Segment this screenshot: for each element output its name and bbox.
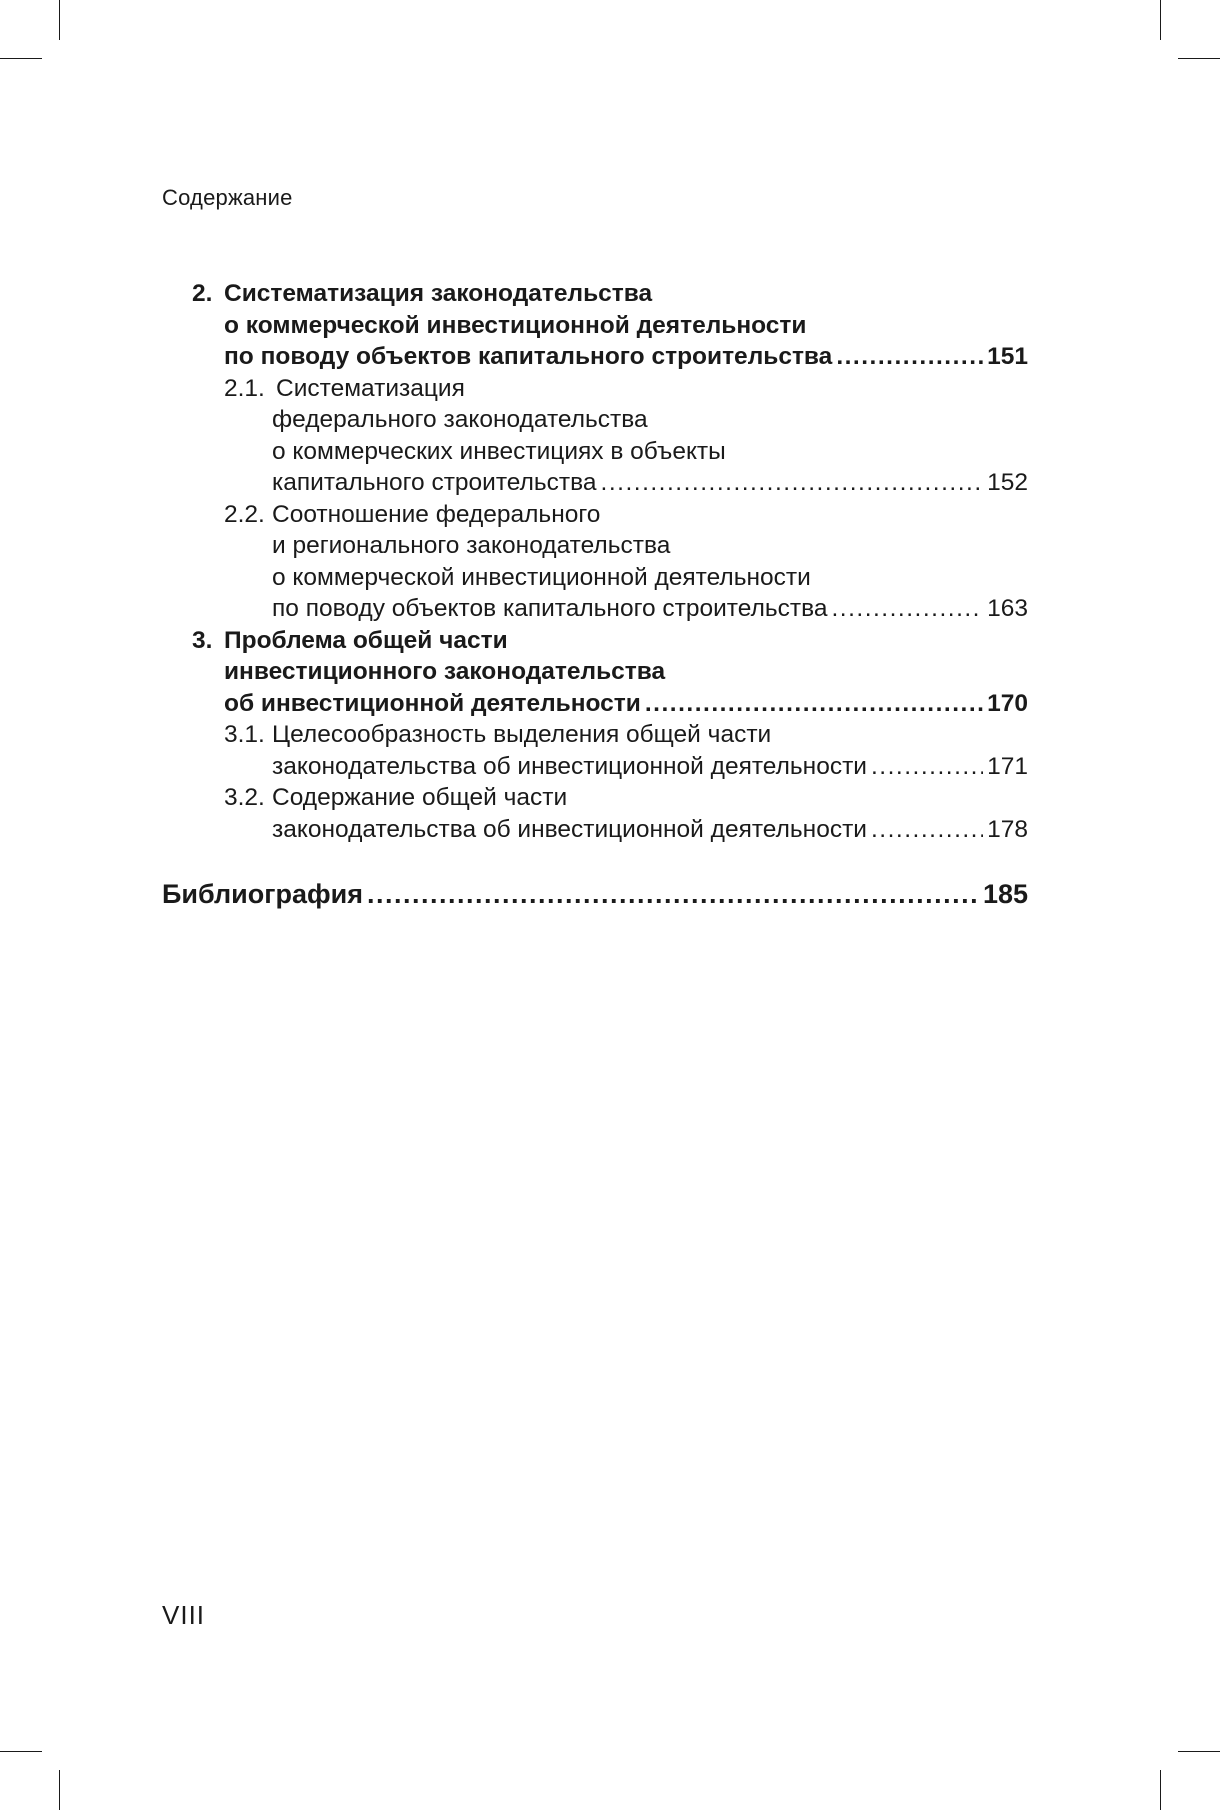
toc-page-number: 152: [987, 469, 1028, 496]
toc-entry-2-1-line-4[interactable]: [162, 467, 1028, 499]
toc-entry-title: о коммерческой инвестиционной деятельности: [224, 311, 807, 339]
toc-entry-3-1-line-1[interactable]: [162, 719, 1028, 751]
dot-leader: [871, 814, 983, 846]
toc-entry-2-2-line-3[interactable]: [162, 562, 1028, 594]
toc-entry-title: федерального законодательства: [272, 406, 648, 433]
toc-entry-number: 2.2.: [224, 500, 265, 528]
crop-mark-top-left-vertical: [59, 0, 60, 40]
toc-entry-title: по поводу объектов капитального строительства: [272, 595, 828, 622]
crop-mark-bottom-left-vertical: [59, 1770, 60, 1810]
toc-page-number: 178: [987, 815, 1028, 843]
toc-entry-bibliography[interactable]: [162, 877, 1028, 911]
toc-entry-title: Содержание общей части: [272, 784, 568, 811]
toc-entry-title: Проблема общей части: [224, 626, 508, 654]
toc-entry-2-line-1[interactable]: [162, 278, 1028, 310]
toc-page-number: 170: [987, 689, 1028, 717]
toc-entry-2-1-line-2[interactable]: [162, 404, 1028, 436]
toc-entry-title: по поводу объектов капитального строительства: [224, 343, 833, 370]
dot-leader: [871, 751, 983, 783]
crop-mark-top-right-horizontal: [1178, 58, 1220, 59]
toc-entry-number: 2.1.: [224, 374, 265, 402]
toc-entry-3-2-line-2[interactable]: [162, 814, 1028, 846]
dot-leader: [836, 341, 983, 373]
toc-page-number: 171: [987, 752, 1028, 780]
crop-mark-bottom-left-horizontal: [0, 1751, 42, 1752]
dot-leader: [601, 467, 984, 499]
toc-page-number: 151: [987, 343, 1028, 370]
toc-entry-title: об инвестиционной деятельности: [224, 689, 641, 717]
crop-mark-bottom-right-horizontal: [1178, 1751, 1220, 1752]
toc-entry-3-line-3[interactable]: [162, 688, 1028, 720]
toc-entry-number: 3.: [192, 626, 213, 654]
toc-entry-2-2-line-2[interactable]: [162, 530, 1028, 562]
toc-page-number: 163: [987, 595, 1028, 622]
toc-entry-title: о коммерческой инвестиционной деятельности: [272, 563, 811, 591]
dot-leader: [645, 688, 983, 720]
toc-entry-2-2-line-4[interactable]: [162, 593, 1028, 625]
toc-entry-3-2-line-1[interactable]: [162, 782, 1028, 814]
toc-entry-title: Систематизация законодательства: [224, 280, 653, 307]
spacer: [162, 845, 1028, 877]
crop-mark-top-left-horizontal: [0, 58, 42, 59]
toc-entry-title: Систематизация: [276, 374, 465, 402]
dot-leader: [831, 593, 983, 625]
page-number-folio: VIII: [162, 1600, 206, 1630]
toc-page-number: 185: [982, 879, 1028, 909]
dot-leader: [367, 877, 979, 911]
crop-mark-bottom-right-vertical: [1160, 1770, 1161, 1810]
toc-entry-number: 3.2.: [224, 784, 265, 811]
table-of-contents: [162, 278, 1028, 911]
toc-entry-title: законодательства об инвестиционной деятельности: [272, 815, 867, 843]
toc-entry-3-1-line-2[interactable]: [162, 751, 1028, 783]
toc-entry-title: капитального строительства: [272, 469, 597, 496]
running-head: Содержание: [162, 185, 293, 210]
toc-entry-2-line-3[interactable]: [162, 341, 1028, 373]
toc-entry-2-1-line-3[interactable]: [162, 436, 1028, 468]
toc-entry-3-line-2[interactable]: [162, 656, 1028, 688]
toc-entry-number: 2.: [192, 280, 213, 307]
crop-mark-top-right-vertical: [1160, 0, 1161, 40]
toc-entry-title: законодательства об инвестиционной деятельности: [272, 752, 867, 780]
toc-entry-title: Целесообразность выделения общей части: [272, 721, 772, 748]
toc-entry-title: Соотношение федерального: [272, 500, 601, 528]
toc-entry-2-1-line-1[interactable]: [162, 373, 1028, 405]
toc-entry-2-line-2[interactable]: [162, 310, 1028, 342]
toc-entry-2-2-line-1[interactable]: [162, 499, 1028, 531]
toc-entry-title: Библиография: [162, 879, 363, 909]
toc-entry-3-line-1[interactable]: [162, 625, 1028, 657]
toc-entry-title: инвестиционного законодательства: [224, 658, 666, 685]
toc-entry-number: 3.1.: [224, 721, 265, 748]
toc-entry-title: о коммерческих инвестициях в объекты: [272, 437, 726, 465]
toc-entry-title: и регионального законодательства: [272, 532, 671, 559]
